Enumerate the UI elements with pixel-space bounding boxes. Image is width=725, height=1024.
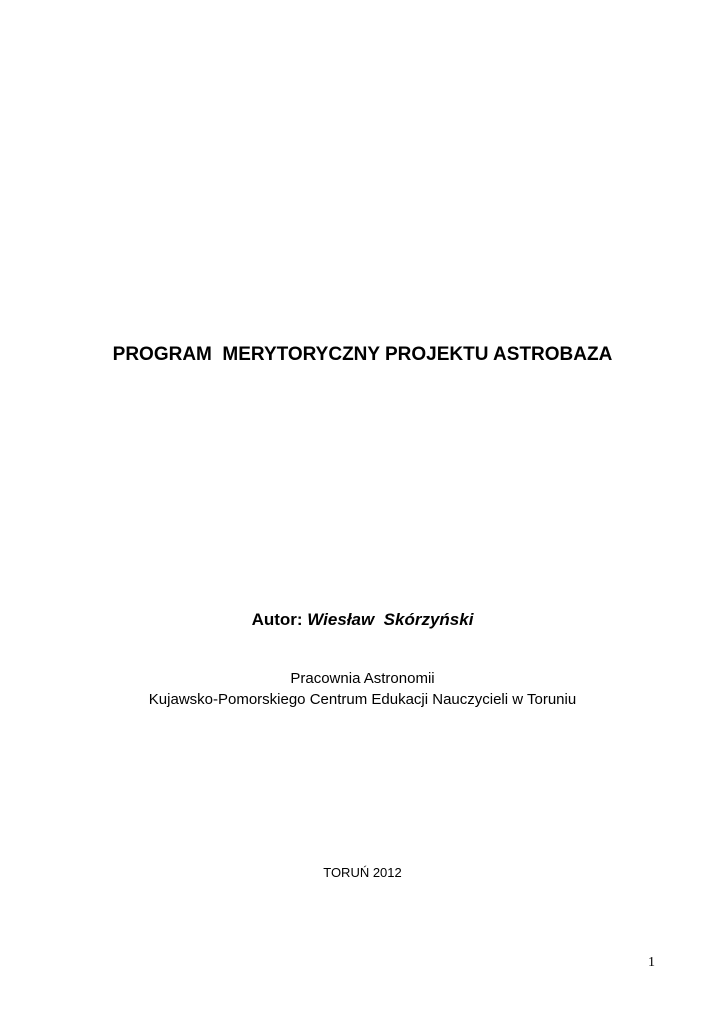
author-label: Autor:	[251, 610, 308, 629]
institution-line-1: Pracownia Astronomii	[290, 670, 435, 687]
place-year: TORUŃ 2012	[323, 865, 402, 880]
institution-line-2: Kujawsko-Pomorskiego Centrum Edukacji Nauczycieli w Toruniu	[148, 691, 577, 708]
author-name: Wiesław Skórzyński	[307, 610, 474, 629]
institution-block	[0, 668, 725, 710]
document-title: PROGRAM MERYTORYCZNY PROJEKTU ASTROBAZA	[112, 344, 613, 365]
page-number: 1	[648, 955, 655, 970]
author-line	[0, 609, 725, 631]
